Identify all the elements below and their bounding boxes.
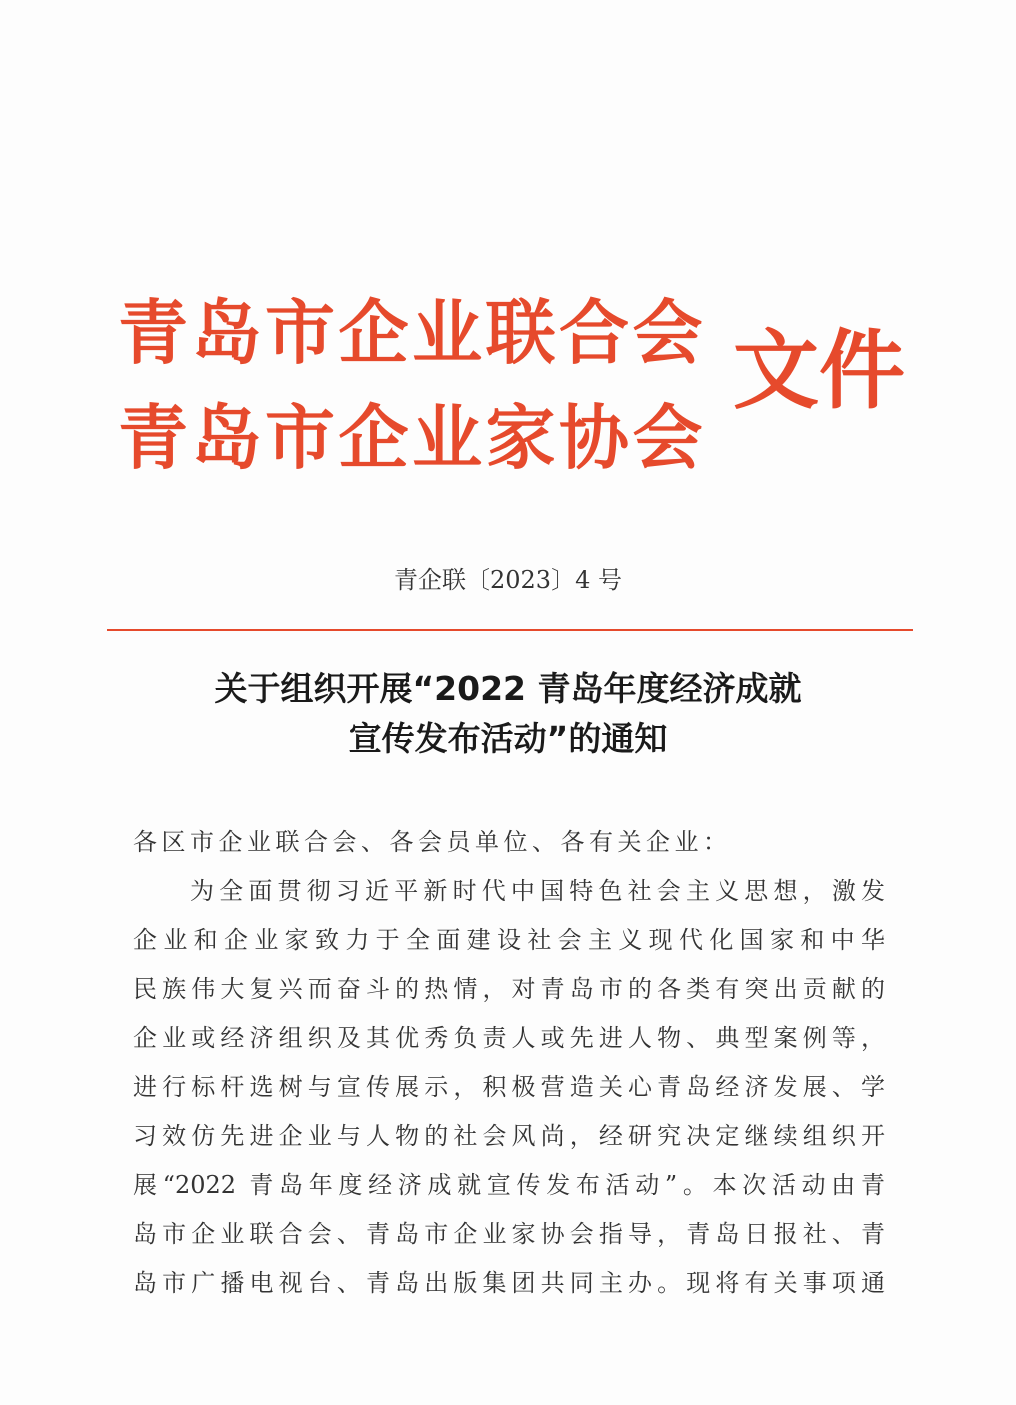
red-divider: [107, 629, 913, 631]
salutation: 各区市企业联合会、各会员单位、各有关企业：: [133, 828, 732, 856]
body-line: 企业或经济组织及其优秀负责人或先进人物、典型案例等，: [133, 1024, 885, 1052]
document-type-label: 文件: [733, 320, 905, 421]
issuer-name-line-1: 青岛市企业联合会: [118, 291, 706, 374]
body-line: 展“2022 青岛年度经济成就宣传发布活动”。本次活动由青: [133, 1171, 885, 1199]
body-line: 岛市企业联合会、青岛市企业家协会指导，青岛日报社、青: [133, 1220, 885, 1248]
body-line: 为全面贯彻习近平新时代中国特色社会主义思想，激发: [190, 877, 885, 905]
document-number: 青企联〔2023〕4 号: [394, 566, 622, 594]
issuer-name-line-2: 青岛市企业家协会: [118, 396, 706, 479]
body-line: 岛市广播电视台、青岛出版集团共同主办。现将有关事项通: [133, 1269, 885, 1297]
body-line: 进行标杆选树与宣传展示，积极营造关心青岛经济发展、学: [133, 1073, 885, 1101]
body-line: 习效仿先进企业与人物的社会风尚，经研究决定继续组织开: [133, 1122, 885, 1150]
body-line: 民族伟大复兴而奋斗的热情，对青岛市的各类有突出贡献的: [133, 975, 885, 1003]
notice-title-line-2: 宣传发布活动”的通知: [348, 719, 668, 758]
body-line: 企业和企业家致力于全面建设社会主义现代化国家和中华: [133, 926, 885, 954]
notice-title-line-1: 关于组织开展“2022 青岛年度经济成就: [214, 669, 802, 708]
